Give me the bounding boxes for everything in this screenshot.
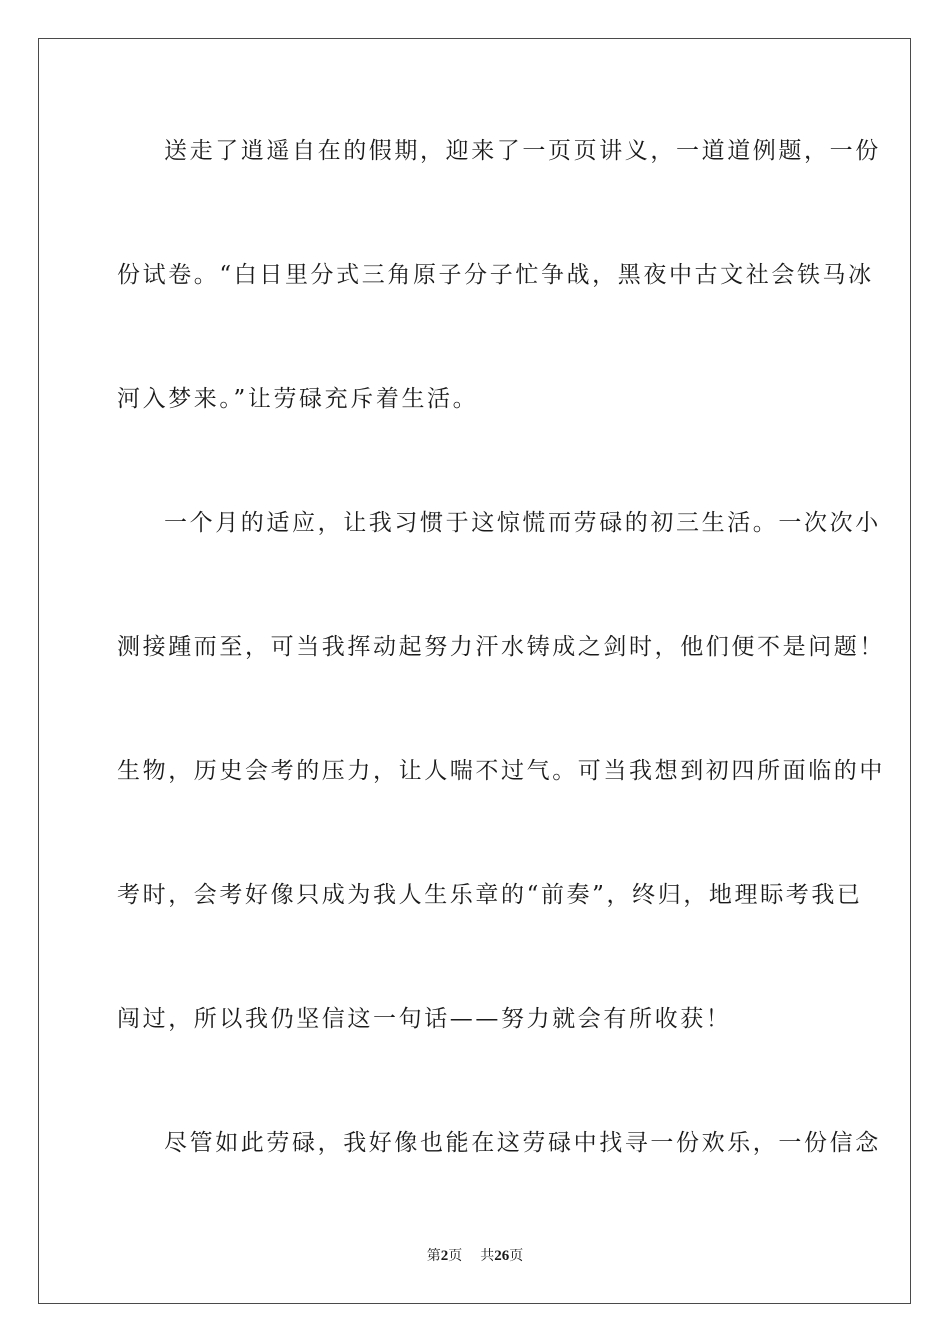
footer-total-pages: 26 <box>494 1248 510 1264</box>
paragraph-2-line-1: 一个月的适应，让我习惯于这惊慌而劳碌的初三生活。一次次小 <box>164 510 881 536</box>
footer-page-number: 2 <box>440 1248 449 1264</box>
page-footer <box>0 1247 950 1265</box>
paragraph-1-line-2: 份试卷。“白日里分式三角原子分子忙争战，黑夜中古文社会铁马冰 <box>117 262 874 288</box>
paragraph-2-line-5: 闯过，所以我仍坚信这一句话——努力就会有所收获！ <box>117 1006 732 1032</box>
footer-total-suffix: 页 <box>509 1248 524 1264</box>
footer-total-prefix: 共 <box>480 1248 495 1264</box>
paragraph-3-line-1: 尽管如此劳碌，我好像也能在这劳碌中找寻一份欢乐，一份信念 <box>164 1130 881 1156</box>
footer-page-suffix: 页 <box>448 1248 463 1264</box>
paragraph-1-line-1: 送走了逍遥自在的假期，迎来了一页页讲义，一道道例题，一份 <box>164 138 881 164</box>
paragraph-2-line-3: 生物，历史会考的压力，让人喘不过气。可当我想到初四所面临的中 <box>117 758 885 784</box>
paragraph-2-line-2: 测接踵而至，可当我挥动起努力汗水铸成之剑时，他们便不是问题！ <box>117 634 885 660</box>
page-border <box>38 38 911 1304</box>
paragraph-1-line-3: 河入梦来。”让劳碌充斥着生活。 <box>117 386 479 412</box>
paragraph-2-line-4: 考时，会考好像只成为我人生乐章的“前奏”，终归，地理眎考我已 <box>117 882 863 908</box>
footer-page-prefix: 第 <box>426 1248 441 1264</box>
